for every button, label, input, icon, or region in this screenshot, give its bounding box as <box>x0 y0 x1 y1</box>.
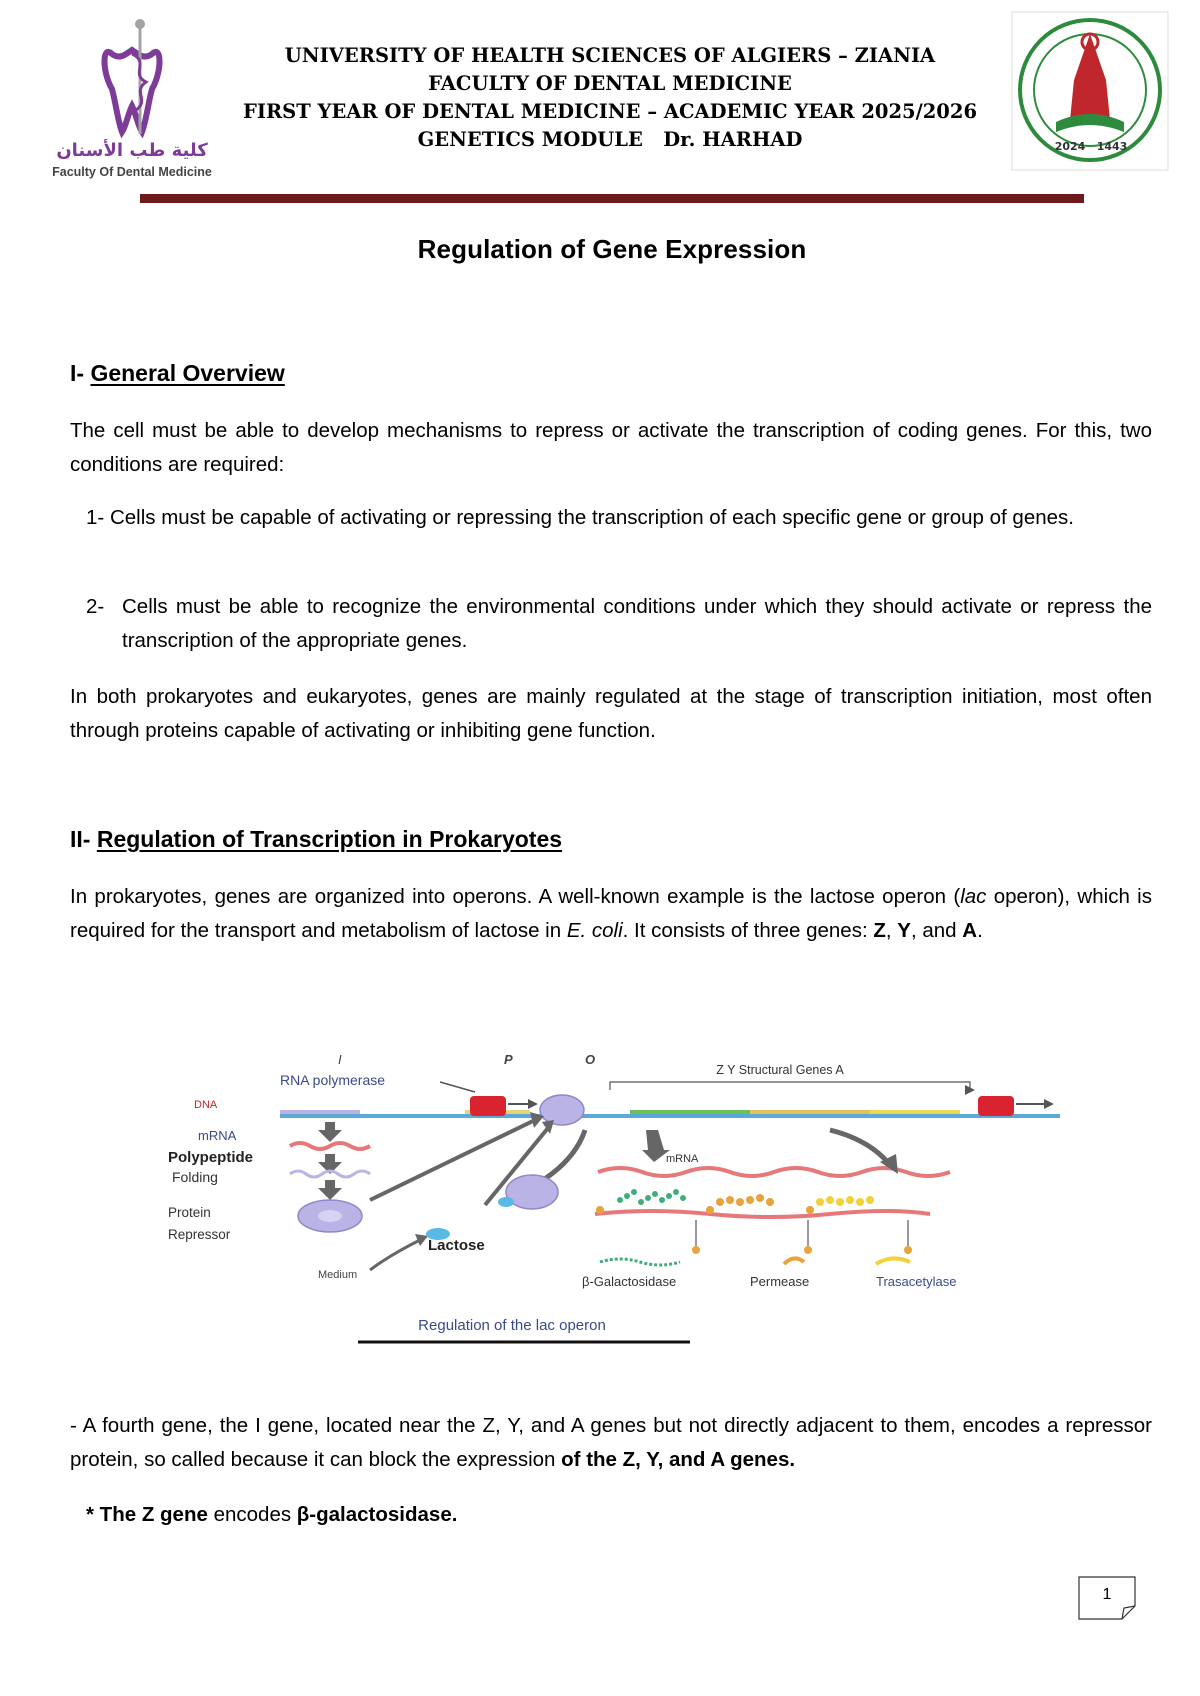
list-item-number: 1- <box>86 506 105 529</box>
fig-lactose: Lactose <box>428 1237 485 1254</box>
ecoli-italic: E. coli <box>566 919 623 942</box>
terminator-red-box <box>978 1096 1014 1116</box>
fig-polypeptide: Polypeptide <box>168 1149 254 1166</box>
list-item <box>86 501 1152 535</box>
section1-heading <box>70 360 285 387</box>
fig-label-i: I <box>338 1052 342 1067</box>
inactive-repressor <box>506 1175 558 1209</box>
fig-label-p: P <box>504 1052 513 1067</box>
fig-beta-gal: β-Galactosidase <box>582 1274 677 1289</box>
header-divider <box>140 194 1084 203</box>
list-item-text: Cells must be capable of activating or repressing the transcription of each specific gene or group of genes. <box>109 506 1074 529</box>
section1-title: General Overview <box>90 360 285 386</box>
section1-closing: In both prokaryotes and eukaryotes, genes are mainly regulated at the stage of transcription initiation, most often through proteins capable of activating or inhibiting gene function. <box>70 685 1152 742</box>
fig-dna-label: DNA <box>194 1099 218 1111</box>
seal-year-left: 2024 <box>1054 140 1086 153</box>
fig-label-o: O <box>585 1052 596 1067</box>
list-item-number: 2- <box>86 595 105 618</box>
section2-paragraph: In prokaryotes, genes are organized into operons. A well-known example is the lactose operon (lac operon), which is required for the transport and metabolism of lactose in E. coli. It consists of three genes: Z, Y, and A. <box>70 885 1152 942</box>
page-number: 1 <box>1102 1586 1112 1603</box>
section1-number: I- <box>70 360 85 386</box>
fig-transacetylase: Trasacetylase <box>876 1274 957 1289</box>
document-title: Regulation of Gene Expression <box>417 234 807 264</box>
fig-mrna-right: mRNA <box>666 1153 699 1165</box>
header-year: FIRST YEAR OF DENTAL MEDICINE – ACADEMIC YEAR 2025/2026 <box>242 100 978 123</box>
university-seal <box>1010 10 1170 172</box>
fig-structural-genes: Z Y Structural Genes A <box>716 1063 844 1077</box>
tooth-caduceus-icon <box>105 19 160 134</box>
lac-italic: lac <box>960 885 987 908</box>
section2-title: Regulation of Transcription in Prokaryotes <box>96 826 563 852</box>
fig-rna-polymerase: RNA polymerase <box>280 1072 386 1088</box>
promoter-red-box <box>470 1096 506 1116</box>
seal-year-right: 1443 <box>1096 140 1128 153</box>
fig-caption: Regulation of the lac operon <box>418 1317 606 1334</box>
header-module: GENETICS MODULE Dr. HARHAD <box>417 128 803 151</box>
list-item-text: Cells must be able to recognize the environmental conditions under which they should activate or repress the transcription of the appropriate genes. <box>122 595 1152 652</box>
permease-chain <box>716 1194 774 1206</box>
lac-operon-figure <box>130 1050 1080 1350</box>
fig-mrna-left: mRNA <box>198 1128 237 1143</box>
section2-number: II- <box>70 826 91 852</box>
transacetylase-chain <box>816 1196 874 1206</box>
header-faculty: FACULTY OF DENTAL MEDICINE <box>428 72 792 95</box>
header-university: UNIVERSITY OF HEALTH SCIENCES OF ALGIERS – ZIANIA <box>284 44 936 67</box>
fig-permease: Permease <box>750 1274 810 1289</box>
header <box>200 42 1020 154</box>
fig-medium: Medium <box>318 1269 358 1281</box>
fig-repressor: Repressor <box>168 1227 231 1242</box>
beta-galactosidase-chain <box>617 1189 686 1205</box>
section2-fourth-gene: - A fourth gene, the I gene, located near the Z, Y, and A genes but not directly adjacent to them, encodes a repressor protein, so called because it can block the expression of the Z, Y, and A genes. <box>70 1414 1152 1471</box>
section1-intro: The cell must be able to develop mechanisms to repress or activate the transcription of coding genes. For this, two conditions are required: <box>70 419 1152 476</box>
operator-repressor <box>540 1095 584 1125</box>
section2-z-gene: * The Z gene encodes β-galactosidase. <box>86 1503 458 1526</box>
fig-folding: Folding <box>172 1169 218 1185</box>
fig-protein: Protein <box>168 1205 211 1220</box>
university-seal-icon <box>1012 12 1168 170</box>
section2-heading <box>70 826 562 853</box>
logo-english-text: Faculty Of Dental Medicine <box>52 165 212 179</box>
logo-arabic-text: كلية طب الأسنان <box>56 140 208 161</box>
